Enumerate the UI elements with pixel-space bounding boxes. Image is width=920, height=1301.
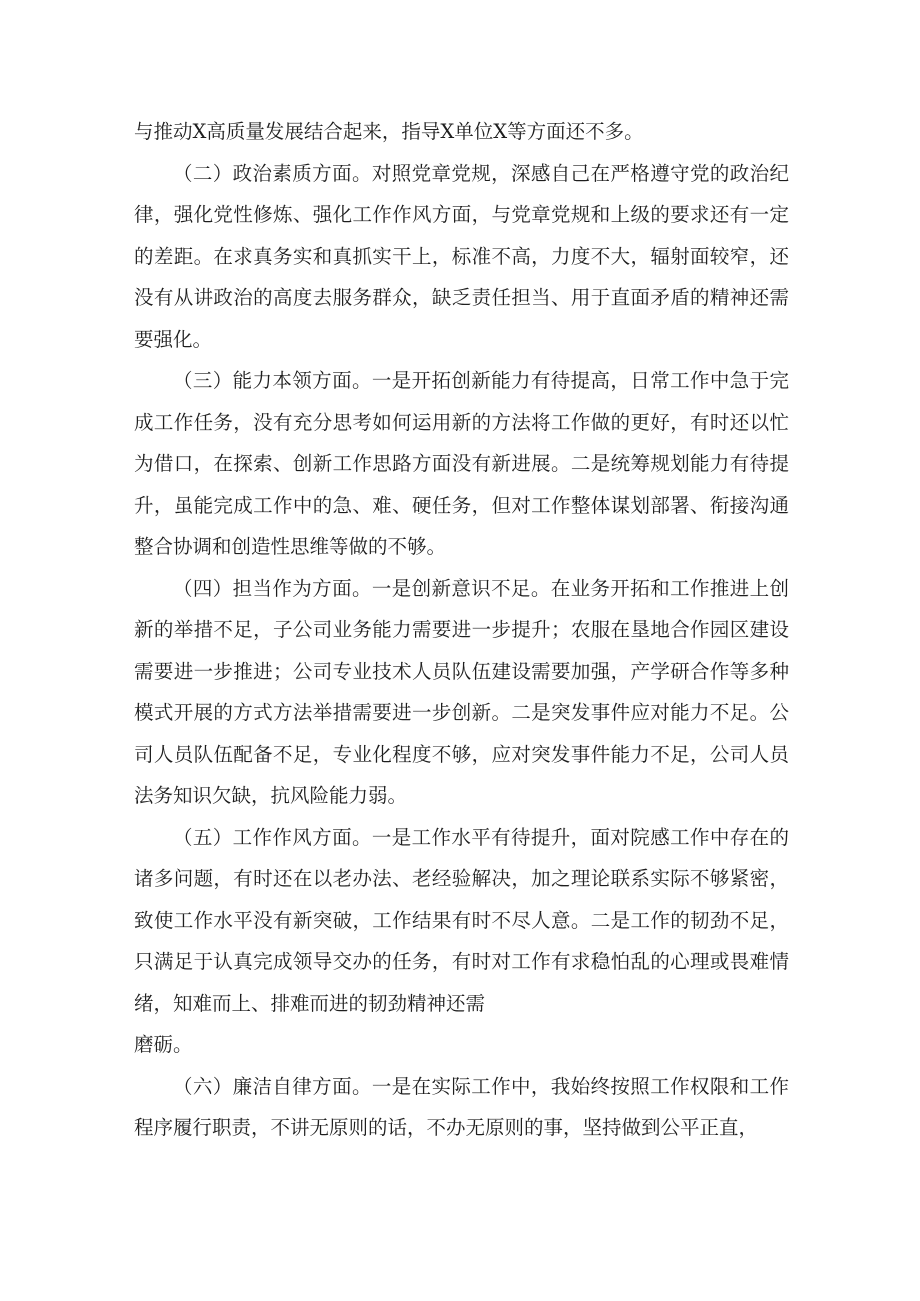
paragraph-political-quality [134,153,789,361]
paragraph-line: 磨砺。 [134,1033,193,1056]
document-body [134,111,789,1149]
paragraph-1 [134,111,789,153]
paragraph-responsibility [134,568,789,817]
paragraph-integrity [134,1066,789,1149]
paragraph-work-style [134,817,789,1066]
paragraph-ability [134,360,789,568]
paragraph-line: 与推动X高质量发展结合起来，指导X单位X等方面还不多。 [134,120,644,143]
paragraph-line: （五）工作作风方面。一是工作水平有待提升，面对院感工作中存在的诸多问题，有时还在以老办法、老经验解决，加之理论联系实际不够紧密，致使工作水平没有新突破，工作结果有时不尽人意。二是工作的韧劲不足，只满足于认真完成领导交办的任务，有时对工作有求稳怕乱的心理或畏难情绪，知难而上、排难而进的韧劲精神还需 [134,825,789,1015]
paragraph-line: （二）政治素质方面。对照党章党规，深感自己在严格遵守党的政治纪律，强化党性修炼、强化工作作风方面，与党章党规和上级的要求还有一定的差距。在求真务实和真抓实干上，标准不高，力度不大，辐射面较窄，还没有从讲政治的高度去服务群众，缺乏责任担当、用于直面矛盾的精神还需要强化。 [134,161,789,351]
paragraph-line: （六）廉洁自律方面。一是在实际工作中，我始终按照工作权限和工作程序履行职责，不讲无原则的话，不办无原则的事，坚持做到公平正直， [134,1074,789,1139]
paragraph-line: （四）担当作为方面。一是创新意识不足。在业务开拓和工作推进上创新的举措不足，子公司业务能力需要进一步提升；农服在垦地合作园区建设需要进一步推进；公司专业技术人员队伍建设需要加强，产学研合作等多种模式开展的方式方法举措需要进一步创新。二是突发事件应对能力不足。公司人员队伍配备不足，专业化程度不够，应对突发事件能力不足，公司人员法务知识欠缺，抗风险能力弱。 [134,576,789,807]
paragraph-line: （三）能力本领方面。一是开拓创新能力有待提高，日常工作中急于完成工作任务，没有充分思考如何运用新的方法将工作做的更好，有时还以忙为借口，在探索、创新工作思路方面没有新进展。二是统筹规划能力有待提升，虽能完成工作中的急、难、硬任务，但对工作整体谋划部署、衔接沟通整合协调和创造性思维等做的不够。 [134,369,789,558]
